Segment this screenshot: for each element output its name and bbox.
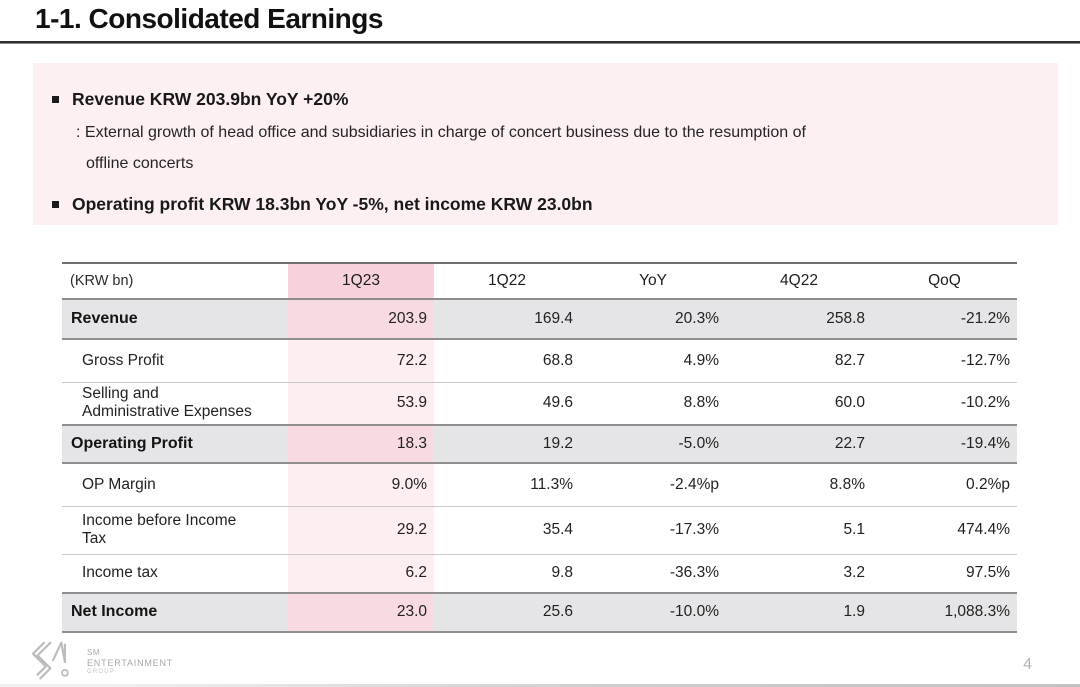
logo-line-sm: SM: [87, 648, 101, 658]
table-cell: 82.7: [834, 351, 865, 369]
table-cell: 97.5%: [966, 564, 1010, 582]
table-cell: 60.0: [834, 394, 865, 412]
table-cell: 169.4: [534, 309, 573, 327]
table-cell: -36.3%: [669, 564, 719, 582]
table-cell: 9.8: [551, 564, 573, 582]
table-cell: 19.2: [542, 434, 573, 452]
table-cell: 53.9: [288, 382, 434, 425]
bullet-revenue-text: Revenue KRW 203.9bn YoY +20%: [72, 89, 349, 109]
table-cell: 49.6: [542, 394, 573, 412]
table-cell: -2.4%p: [669, 475, 719, 493]
column-header-yoy: YoY: [639, 272, 667, 289]
table-row-income-before-tax: [62, 506, 1017, 554]
table-cell: 0.2%p: [966, 475, 1010, 493]
table-cell: 1.9: [843, 603, 865, 621]
table-cell: 72.2: [288, 339, 434, 382]
bullet-operating-profit-text: Operating profit KRW 18.3bn YoY -5%, net income KRW 23.0bn: [72, 194, 593, 214]
table-row-revenue: [62, 299, 1017, 339]
title-divider: [0, 41, 1080, 44]
row-label: Gross Profit: [82, 351, 164, 369]
table-cell: 9.0%: [288, 463, 434, 506]
table-cell: 29.2: [288, 506, 434, 554]
table-cell: 20.3%: [675, 309, 719, 327]
sm-entertainment-logo: [30, 640, 173, 682]
sm-logo-icon: [30, 640, 78, 682]
bullet-square-icon: [52, 201, 59, 208]
bullet-square-icon: [52, 96, 59, 103]
table-row-operating-profit: [62, 425, 1017, 463]
table-header-row: [62, 263, 1017, 299]
table-cell: 22.7: [834, 434, 865, 452]
summary-highlight-box: [33, 63, 1058, 225]
table-cell: -12.7%: [960, 351, 1010, 369]
sm-logo-text: [87, 645, 173, 677]
table-cell: 474.4%: [957, 520, 1010, 538]
row-label: Net Income: [71, 603, 158, 621]
table-row-net-income: [62, 593, 1017, 632]
bullet-revenue: [52, 89, 348, 110]
unit-label: (KRW bn): [70, 273, 134, 289]
table-cell: 11.3%: [530, 475, 573, 493]
table-cell: -5.0%: [678, 434, 719, 452]
page-title: 1-1. Consolidated Earnings: [35, 3, 383, 34]
page-number: 4: [1023, 656, 1032, 673]
table-cell: 1,088.3%: [944, 603, 1010, 621]
table-cell: -10.0%: [669, 603, 719, 621]
table-cell: 23.0: [288, 593, 434, 632]
table-cell: -10.2%: [960, 394, 1010, 412]
table-cell: 18.3: [288, 425, 434, 463]
bullet-revenue-detail-1: : External growth of head office and subsidiaries in charge of concert business due to the resumption of: [76, 124, 806, 141]
row-label: Income before Income Tax: [82, 511, 237, 547]
table-cell: 25.6: [542, 603, 573, 621]
table-cell: 203.9: [288, 299, 434, 339]
row-label: Selling and Administrative Expenses: [82, 384, 252, 421]
logo-line-group: GROUP: [87, 669, 116, 676]
table-cell: 8.8%: [829, 475, 865, 493]
column-header-4q22: 4Q22: [780, 272, 818, 289]
table-cell: 258.8: [826, 309, 865, 327]
row-label: Revenue: [71, 309, 138, 327]
table-cell: -17.3%: [669, 520, 719, 538]
table-row-op-margin: [62, 463, 1017, 506]
table-cell: -21.2%: [960, 309, 1010, 327]
row-label: OP Margin: [82, 475, 156, 493]
table-cell: 5.1: [843, 520, 865, 538]
column-header-1q23: 1Q23: [288, 263, 434, 299]
row-label: Income tax: [82, 564, 158, 582]
table-cell: -19.4%: [960, 434, 1010, 452]
column-header-1q22: 1Q22: [488, 272, 526, 289]
table-row-income-tax: [62, 554, 1017, 593]
table-row-gross-profit: [62, 339, 1017, 382]
bullet-operating-profit: [52, 194, 593, 215]
table-cell: 35.4: [542, 520, 573, 538]
earnings-table: [62, 262, 1017, 633]
table-cell: 68.8: [542, 351, 573, 369]
table-cell: 6.2: [288, 554, 434, 593]
table-row-sga-expenses: [62, 382, 1017, 425]
bullet-revenue-detail-2: offline concerts: [86, 155, 194, 172]
table-cell: 8.8%: [683, 394, 719, 412]
table-cell: 3.2: [843, 564, 865, 582]
row-label: Operating Profit: [71, 434, 193, 452]
table-cell: 4.9%: [683, 351, 719, 369]
column-header-qoq: QoQ: [928, 272, 961, 289]
logo-line-entertainment: ENTERTAINMENT: [87, 658, 174, 669]
